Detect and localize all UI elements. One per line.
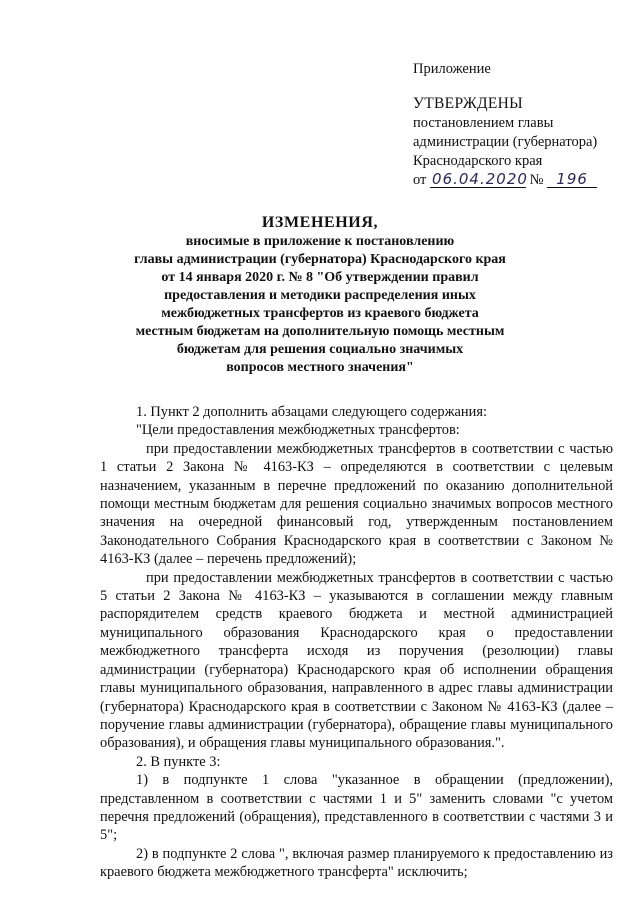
title-line: местным бюджетам на дополнительную помощь местным <box>135 324 505 339</box>
paragraph-2: "Цели предоставления межбюджетных трансфертов: <box>136 422 460 439</box>
approval-line-3: Краснодарского края <box>413 153 543 169</box>
approval-date-line <box>413 171 633 190</box>
approval-line-1: постановлением главы <box>413 115 554 131</box>
paragraph-1: 1. Пункт 2 дополнить абзацами следующего содержания: <box>136 404 487 420</box>
title-line: бюджетам для решения социально значимых <box>176 342 464 357</box>
document-title <box>80 213 560 377</box>
paragraph-3: при предоставлении межбюджетных трансфертов в соответствии с частью 1 статьи 2 Закона № 4163-КЗ – определяются в соответствии с целевым назначением, указанным в перечне предложений по оказанию дополнительной помощи местным бюджетам для решения социально значимых вопросов местного значения на очередной финансовый год, утвержденным постановлением Законодательного Собрания Краснодарского края в соответствии с Законом № 4163-КЗ (далее – перечень предложений); <box>100 440 613 568</box>
approval-line-2: администрации (губернатора) <box>413 134 598 150</box>
paragraph-6: 1) в подпункте 1 слова "указанное в обращении (предложении), представленном в соответствии с частями 1 и 5" заменить словами "с учетом перечня предложений (обращения), представленного в соответствии с частями 3 и 5"; <box>100 772 613 844</box>
annex-label: Приложение <box>413 61 491 77</box>
paragraph-4: при предоставлении межбюджетных трансфертов в соответствии с частью 5 статьи 2 Закона № 4163-КЗ – указываются в соглашении между главным распорядителем средств краевого бюджета и местной администрацией муниципального образования Краснодарского края о предоставлении межбюджетного трансферта исходя из поручения (резолюции) главы администрации (губернатора) Краснодарского края об исполнении обращения главы муниципального образования, направленного в адрес главы администрации (губернатора) Краснодарского края в соответствии с Законом № 4163-КЗ (далее – поручение главы администрации (губернатора), обращение главы муниципального образования), и обращения главы муниципального образования.". <box>100 569 613 752</box>
title-line: вопросов местного значения" <box>226 360 414 375</box>
title-main: ИЗМЕНЕНИЯ, <box>261 214 379 231</box>
approved-heading: УТВЕРЖДЕНЫ <box>413 95 523 112</box>
from-label: от <box>413 172 427 188</box>
paragraph-7: 2) в подпункте 2 слова ", включая размер планируемого к предоставлению из краевого бюджета межбюджетного трансферта" исключить; <box>100 845 613 881</box>
paragraph-5: 2. В пункте 3: <box>136 753 221 770</box>
title-line: вносимые в приложение к постановлению <box>185 234 455 249</box>
document-body <box>100 403 613 882</box>
approval-block <box>413 60 633 190</box>
title-line: межбюджетных трансфертов из краевого бюджета <box>161 306 479 321</box>
title-line: главы администрации (губернатора) Краснодарского края <box>134 252 506 267</box>
title-line: от 14 января 2020 г. № 8 "Об утверждении правил <box>161 270 479 285</box>
handwritten-date: 06.04.2020 <box>432 170 528 188</box>
title-line: предоставления и методики распределения иных <box>164 288 476 303</box>
handwritten-number: 196 <box>547 171 597 188</box>
number-label: № <box>529 172 544 188</box>
